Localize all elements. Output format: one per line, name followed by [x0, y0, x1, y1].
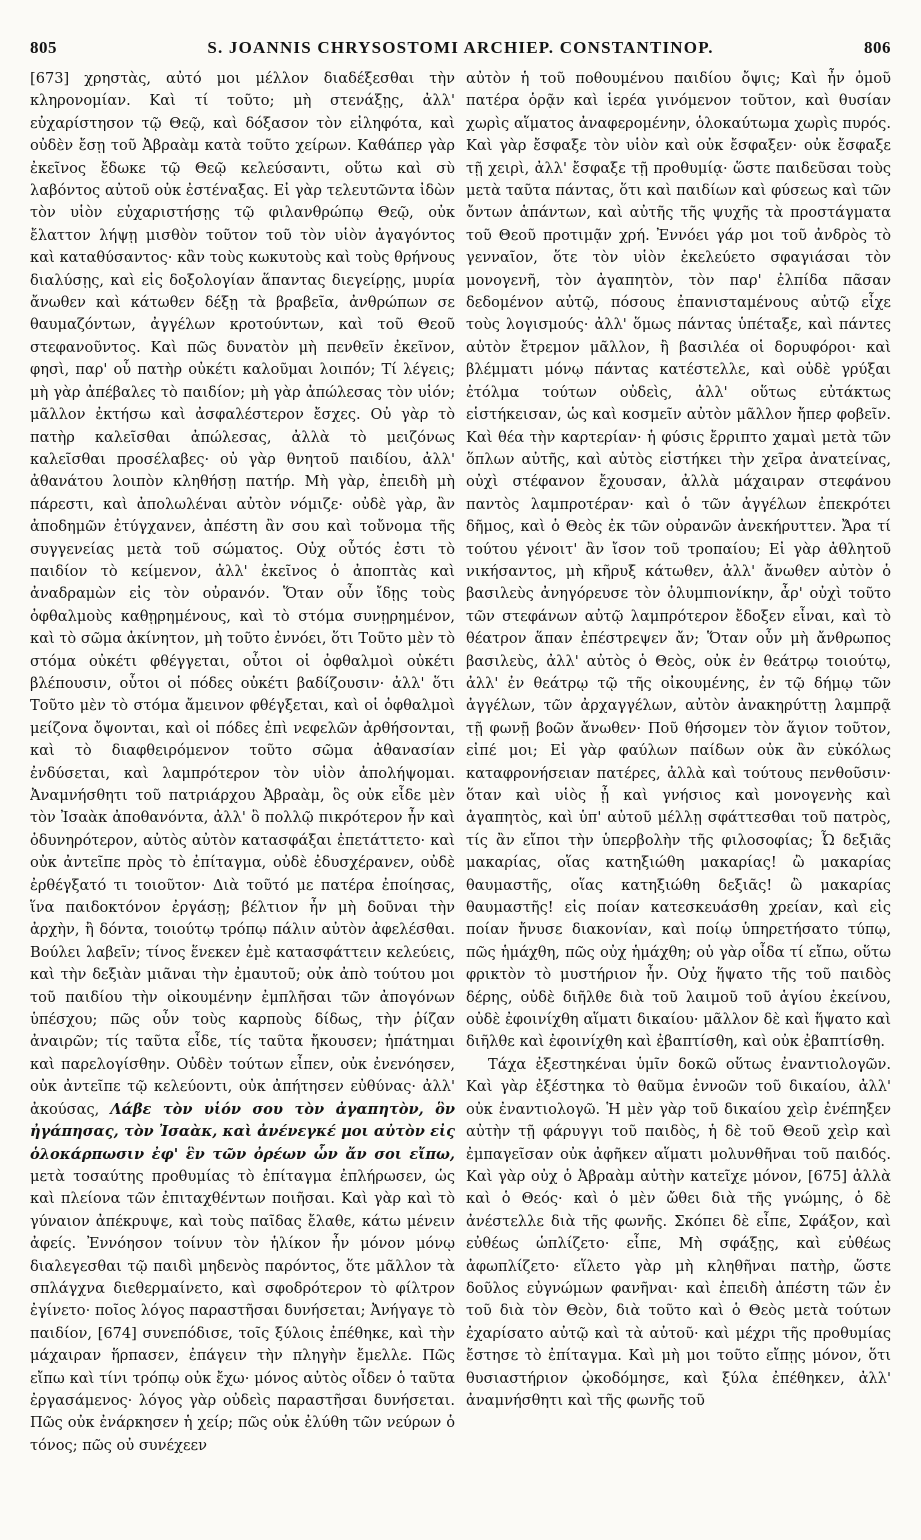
page-number-left: 805	[30, 38, 57, 57]
left-text-a: [673] χρηστὰς, αὐτό μοι μέλλον διαδέξεσθαι τὴν κληρονομίαν. Καὶ τί τοῦτο; μὴ στενάξῃς, ἀλλ' εὐχαρίστησον τῷ Θεῷ, καὶ δόξασον τὸν εἰληφότα, καὶ οὐδὲν ἔσῃ τοῦ Ἀβραὰμ κατὰ τοῦτο χείρων. Καθάπερ γὰρ ἐκεῖνος ἔδωκε τῷ Θεῷ κελεύσαντι, οὕτω καὶ σὺ λαβόντος αὐτοῦ οὐκ ἐστέναξας. Εἰ γὰρ τελευτῶντα ἰδὼν τὸν υἱὸν εὐχαριστήσῃς τῷ φιλανθρώπῳ Θεῷ, οὐκ ἔλαττον λήψῃ μισθὸν τοῦτον τοῦ τὸν υἱὸν ἀγαγόντος καὶ καταθύσαντος· κἂν τοὺς κωκυτοὺς καὶ τοὺς θρήνους διαλύσῃς, καὶ εἰς δοξολογίαν ἅπαντας διεγείρῃς, μυρία ἄνωθεν καὶ κάτωθεν δέξῃ τὰ βραβεῖα, ἀνθρώπων σε θαυμαζόντων, ἀγγέλων κροτούντων, καὶ τοῦ Θεοῦ στεφανοῦντος. Καὶ πῶς δυνατὸν μὴ πενθεῖν ἐκεῖνον, φησὶ, παρ' οὗ πατὴρ οὐκέτι καλοῦμαι λοιπόν; Τί λέγεις; μὴ γὰρ ἀπέβαλες τὸ παιδίον; μὴ γὰρ ἀπώλεσας τὸν υἱόν; μᾶλλον ἐκτήσω καὶ ἀσφαλέστερον ἔσχες. Οὐ γὰρ τὸ πατὴρ καλεῖσθαι ἀπώλεσας, ἀλλὰ τὸ μειζόνως καλεῖσθαι προσέλαβες· οὐ γὰρ θνητοῦ παιδίου, ἀλλ' ἀθανάτου λοιπὸν κληθήσῃ πατήρ. Μὴ γὰρ, ἐπειδὴ μὴ πάρεστι, καὶ ἀπολωλέναι αὐτὸν νόμιζε· οὐδὲ γὰρ, ἂν ἀποδημῶν ἐτύγχανεν, ἀπέστη ἂν σου καὶ τοὔνομα τῆς συγγενείας μετὰ τοῦ σώματος. Οὐχ οὗτός ἐστι τὸ παιδίον τὸ κείμενον, ἀλλ' ἐκεῖνος ὁ ἀποπτὰς καὶ ἀναδραμὼν εἰς τὸν οὐρανόν. Ὅταν οὖν ἴδῃς τοὺς ὀφθαλμοὺς καθῃρημένους, καὶ τὸ στόμα συνῃρημένον, καὶ τὸ σῶμα ἀκίνητον, μὴ τοῦτο ἐννόει, ὅτι Τοῦτο μὲν τὸ στόμα οὐκέτι φθέγγεται, οὗτοι οἱ ὀφθαλμοὶ οὐκέτι βλέπουσιν, οὗτοι οἱ πόδες οὐκέτι βαδίζουσιν· ἀλλ' ὅτι Τοῦτο μὲν τὸ στόμα ἄμεινον φθέγξεται, καὶ οἱ ὀφθαλμοὶ μείζονα ὄψονται, καὶ οἱ πόδες ἐπὶ νεφελῶν ἀρθήσονται, καὶ τὸ διαφθειρόμενον τοῦτο σῶμα ἀθανασίαν ἐνδύσεται, καὶ λαμπρότερον τὸν υἱὸν ἀπολήψομαι. Ἀναμνήσθητι τοῦ πατριάρχου Ἀβραὰμ, ὃς οὐκ εἶδε μὲν τὸν Ἰσαὰκ ἀποθανόντα, ἀλλ' ὃ πολλῷ πικρότερον ἦν καὶ ὀδυνηρότερον, αὐτὸς αὐτὸν κατασφάξαι ἐπετάττετο· καὶ οὐκ ἀντεῖπε πρὸς τὸ ἐπίταγμα, οὐδὲ ἐδυσχέρανεν, οὐδὲ ἐρθέγξατό τι τοιοῦτον· Διὰ τοῦτό με πατέρα ἐποίησας, ἵνα παιδοκτόνον ἐργάσῃ; βέλτιον ἦν μὴ δοῦναι τὴν ἀρχὴν, ἢ δόντα, τοιούτῳ τρόπῳ πάλιν αὐτὸν ἀφελέσθαι. Βούλει λαβεῖν; τίνος ἕνεκεν ἐμὲ κατασφάττειν κελεύεις, καὶ τὴν δεξιὰν μιᾶναι τὴν ἐμαυτοῦ; οὐκ ἀπὸ τούτου μοι τοῦ παιδίου τὴν οἰκουμένην ἐμπλῆσαι τῶν ἀπογόνων ὑπέσχου; πῶς οὖν τοὺς καρποὺς δίδως, τὴν ῥίζαν ἀναιρῶν; τίς ταῦτα εἶδε, τίς ταῦτα ἤκουσεν; ἠπάτημαι καὶ παρελογίσθην. Οὐδὲν τούτων εἶπεν, οὐκ ἐνενόησεν, οὐκ ἀντεῖπε τῷ κελεύοντι, οὐκ ἀπήτησεν εὐθύνας· ἀλλ' ἀκούσας,	[30, 70, 455, 1118]
left-paragraph	[30, 68, 455, 1457]
right-column	[466, 68, 891, 1508]
running-head	[30, 38, 891, 64]
running-title: S. JOANNIS CHRYSOSTOMI ARCHIEP. CONSTANTINOP.	[207, 38, 714, 57]
left-column	[30, 68, 455, 1508]
scripture-quote: Λάβε τὸν υἱόν σου τὸν ἀγαπητὸν, ὃν ἠγάπησας, τὸν Ἰσαὰκ, καὶ ἀνένεγκέ μοι αὐτὸν εἰς ὁλοκάρπωσιν ἐφ' ἓν τῶν ὀρέων ὧν ἄν σοι εἴπω,	[30, 1100, 455, 1163]
left-text-b: μετὰ τοσαύτης προθυμίας τὸ ἐπίταγμα ἐπλήρωσεν, ὡς καὶ πλείονα τῶν ἐπιταχθέντων ποιῆσαι. Καὶ γὰρ καὶ τὸ γύναιον ἀπέκρυψε, καὶ τοὺς παῖδας ἔλαθε, κάτω μένειν ἀφείς. Ἐννόησον τοίνυν τὸν ἡλίκον ἦν μόνον μόνῳ διαλεγεσθαι τῷ παιδὶ μηδενὸς παρόντος, ὅτε μᾶλλον τὰ σπλάγχνα διεθερμαίνετο, καὶ σφοδρότερον τὸ φίλτρον ἐγίνετο· ποῖος λόγος παραστῆσαι δυνήσεται; Ἀνήγαγε τὸ παιδίον, [674] συνεπόδισε, τοῖς ξύλοις ἐπέθηκε, καὶ τὴν μάχαιραν ἥρπασεν, ἐπάγειν τὴν πληγὴν ἔμελλε. Πῶς εἴπω καὶ τίνι τρόπῳ οὐκ ἔχω· μόνος αὐτὸς οἶδεν ὁ ταῦτα ἐργασάμενος· λόγος γὰρ οὐδεὶς παραστῆσαι δυνήσεται. Πῶς οὐκ ἐνάρκησεν ἡ χείρ; πῶς οὐκ ἐλύθη τῶν νεύρων ὁ τόνος; πῶς οὐ συνέχεεν	[30, 1167, 455, 1454]
right-paragraph-1: αὐτὸν ἡ τοῦ ποθουμένου παιδίου ὄψις; Καὶ ἦν ὁμοῦ πατέρα ὁρᾷν καὶ ἱερέα γινόμενον τοῦτον, καὶ θυσίαν χωρὶς αἵματος ἀναφερομένην, ὁλοκαύτωμα χωρὶς πυρός. Καὶ γὰρ ἔσφαξε τὸν υἱὸν καὶ οὐκ ἔσφαξεν· οὐκ ἔσφαξε τῇ χειρὶ, ἀλλ' ἔσφαξε τῇ προθυμίᾳ· ὥστε παιδεῦσαι τοὺς μετὰ ταῦτα πάντας, ὅτι καὶ παιδίων καὶ φύσεως καὶ τῶν ὄντων ἁπάντων, καὶ αὐτῆς τῆς ψυχῆς τὰ προστάγματα τοῦ Θεοῦ προτιμᾷν χρή. Ἐννόει γάρ μοι τοῦ ἀνδρὸς τὸ γενναῖον, ὅτε τὸν υἱὸν ἐκελεύετο σφαγιάσαι τὸν μονογενῆ, τὸν ἀγαπητὸν, τὸν παρ' ἐλπίδα πᾶσαν δεδομένον αὐτῷ, πόσους ἐπανισταμένους αὐτῷ εἶχε τοὺς λογισμούς· ἀλλ' ὅμως πάντας ὑπέταξε, καὶ πάντες αὐτὸν ἔτρεμον μᾶλλον, ἢ βασιλέα οἱ δορυφόροι· καὶ βλέμματι μόνῳ πάντας κατέστελλε, καὶ οὐδὲ γρύξαι ἐτόλμα τούτων οὐδεὶς, ἀλλ' οὕτως εὐτάκτως εἱστήκεισαν, ὡς καὶ κοσμεῖν αὐτὸν μᾶλλον ἤπερ φοβεῖν. Καὶ θέα τὴν καρτερίαν· ἡ φύσις ἔρριπτο χαμαὶ μετὰ τῶν ὅπλων αὐτῆς, καὶ αὐτὸς εἱστήκει τὴν χεῖρα ἀνατείνας, οὐχὶ στέφανον ἔχουσαν, ἀλλὰ μάχαιραν στεφάνου παντὸς λαμπροτέραν· καὶ ὁ τῶν ἀγγέλων ἐπεκρότει δῆμος, καὶ ὁ Θεὸς ἐκ τῶν οὐρανῶν ἀνεκήρυττεν. Ἄρα τί τούτου γένοιτ' ἂν ἴσον τοῦ τροπαίου; Εἰ γὰρ ἀθλητοῦ νικήσαντος, μὴ κῆρυξ κάτωθεν, ἀλλ' ἄνωθεν αὐτὸν ὁ βασιλεὺς ἀνηγόρευσε τὸν ὀλυμπιονίκην, ἆρ' οὐχὶ τοῦτο τῶν στεφάνων αὐτῷ λαμπρότερον ἔδοξεν εἶναι, καὶ τὸ θέατρον ἅπαν ἐπέστρεψεν ἄν; Ὅταν οὖν μὴ ἄνθρωπος βασιλεὺς, ἀλλ' αὐτὸς ὁ Θεὸς, οὐκ ἐν θεάτρῳ τοιούτῳ, ἀλλ' ἐν θεάτρῳ τῷ τῆς οἰκουμένης, ἐν τῷ δήμῳ τῶν ἀγγέλων, τῶν ἀρχαγγέλων, αὐτὸν ἀνακηρύττῃ λαμπρᾷ τῇ φωνῇ βοῶν ἄνωθεν· Ποῦ θήσομεν τὸν ἅγιον τοῦτον, εἰπέ μοι; Εἰ γὰρ φαύλων παίδων οὐκ ἂν εὐκόλως καταφρονήσειαν πατέρες, ἀλλὰ καὶ τούτους πενθοῦσιν· ὅταν καὶ υἱὸς ᾖ καὶ γνήσιος καὶ μονογενὴς καὶ ἀγαπητὸς, καὶ ὑπ' αὐτοῦ μέλλῃ σφάττεσθαι τοῦ πατρὸς, τίς ἂν εἴποι τὴν ὑπερβολὴν τῆς φιλοσοφίας; Ὦ δεξιᾶς μακαρίας, οἵας κατηξιώθη μακαρίας! ὢ μακαρίας θαυμαστῆς, οἵας κατηξιώθη δεξιᾶς! ὢ μακαρίας θαυμαστῆς! εἰς ποίαν κατεσκευάσθη χρείαν, καὶ εἰς ποίαν ἤνυσε διακονίαν, καὶ ποίῳ ὑπηρετήσατο τύπῳ, πῶς ἡμάχθη, πῶς οὐχ ἡμάχθη; οὐ γὰρ οἶδα τί εἴπω, οὕτω φρικτὸν τὸ μυστήριον ἦν. Οὐχ ἥψατο τῆς τοῦ παιδὸς δέρης, οὐδὲ διῆλθε διὰ τοῦ λαιμοῦ τοῦ ἁγίου ἐκείνου, οὐδὲ ἐφοινίχθη αἵματι δικαίου· μᾶλλον δὲ καὶ ἥψατο καὶ διῆλθε καὶ ἐφοινίχθη καὶ ἐβαπτίσθη, καὶ οὐκ ἐβαπτίσθη.	[466, 70, 891, 1051]
page-number-right: 806	[864, 38, 891, 57]
column-gutter	[460, 68, 461, 1508]
text-columns	[30, 68, 891, 1508]
right-paragraph-2: Τάχα ἐξεστηκέναι ὑμῖν δοκῶ οὕτως ἐναντιολογῶν. Καὶ γὰρ ἐξέστηκα τὸ θαῦμα ἐννοῶν τοῦ δικαίου, ἀλλ' οὐκ ἐναντιολογῶ. Ἡ μὲν γὰρ τοῦ δικαίου χεὶρ ἐνέπηξεν αὐτὴν τῇ φάρυγγι τοῦ παιδὸς, ἡ δὲ τοῦ Θεοῦ χεὶρ καὶ ἐμπαγεῖσαν οὐκ ἀφῆκεν αἵματι μολυνθῆναι τοῦ παιδός. Καὶ γὰρ οὐχ ὁ Ἀβραὰμ αὐτὴν κατεῖχε μόνον, [675] ἀλλὰ καὶ ὁ Θεός· καὶ ὁ μὲν ὤθει διὰ τῆς γνώμης, ὁ δὲ ἀνέστελλε διὰ τῆς φωνῆς. Σκόπει δὲ εἶπε, Σφάξον, καὶ εὐθέως ὡπλίζετο· εἶπε, Μὴ σφάξῃς, καὶ εὐθέως ἀφωπλίζετο· εἵλετο γὰρ μὴ κληθῆναι πατὴρ, ὥστε δοῦλος εὐγνώμων φανῆναι· καὶ ἐπειδὴ ἀπέστη τῶν ἐν τοῦ διὰ τὸν Θεὸν, διὰ τοῦτο καὶ ὁ Θεὸς μετὰ τούτων ἐχαρίσατο αὐτῷ καὶ τὰ αὐτοῦ· καὶ μέχρι τῆς προθυμίας ἔστησε τὸ ἐπίταγμα. Καὶ μὴ μοι τοῦτο εἴπῃς μόνον, ὅτι θυσιαστήριον ᾠκοδόμησε, καὶ ξύλα ἐπέθηκεν, ἀλλ' ἀναμνήσθητι καὶ τῆς φωνῆς τοῦ	[466, 1055, 891, 1409]
